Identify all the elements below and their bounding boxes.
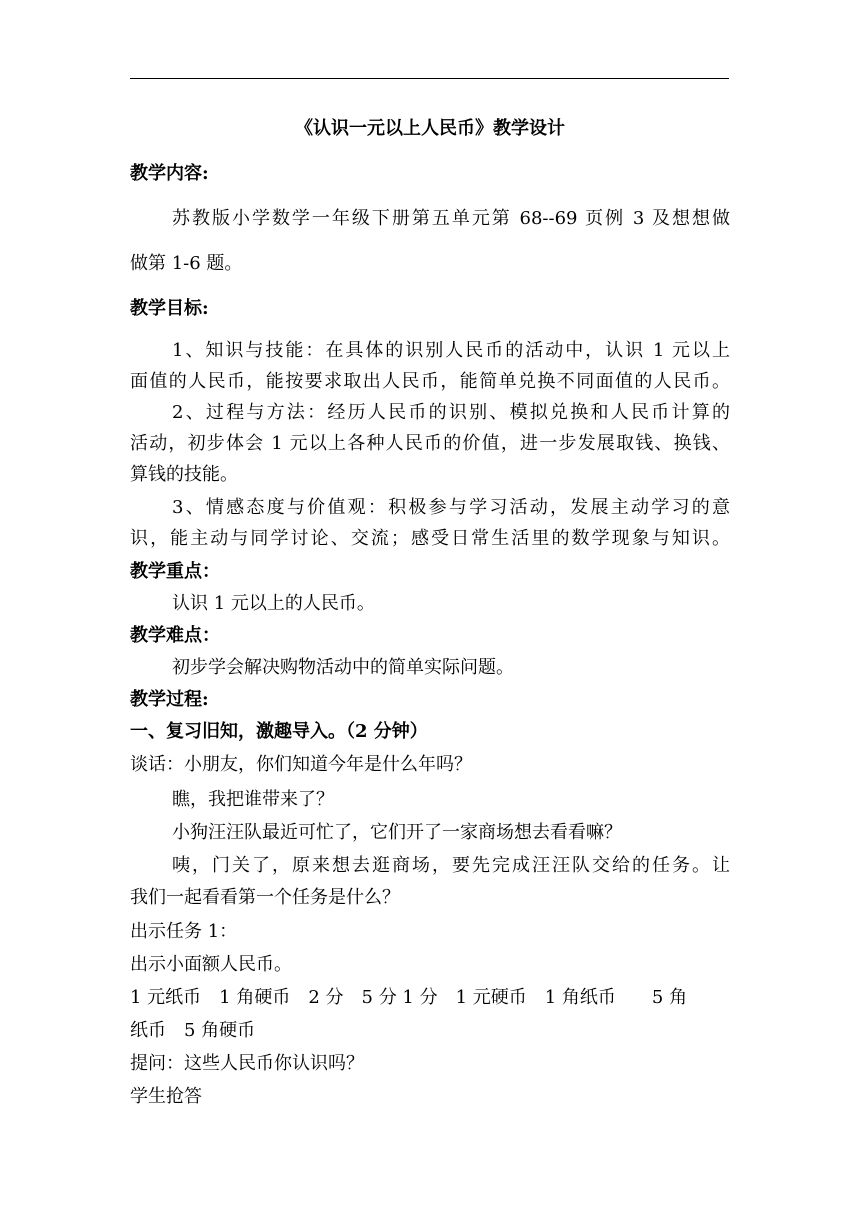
process-line: 出示小面额人民币。 [130, 954, 292, 975]
process-heading: 教学过程: [130, 689, 209, 710]
header-rule [130, 78, 729, 79]
objective-line: 活动，初步体会 1 元以上各种人民币的价值，进一步发展取钱、换钱、 [130, 433, 730, 454]
process-line: 提问：这些人民币你认识吗？ [130, 1053, 364, 1074]
process-line: 小狗汪汪队最近可忙了，它们开了一家商场想去看看嘛？ [172, 822, 622, 843]
process-line: 出示任务 1： [130, 921, 238, 942]
money-list-line: 1 元纸币 1 角硬币 2 分 5 分 1 分 1 元硬币 1 角纸币 5 角 [130, 987, 688, 1008]
key-point-heading: 教学重点： [130, 561, 220, 582]
process-line: 学生抢答 [130, 1086, 202, 1107]
difficulty-text: 初步学会解决购物活动中的简单实际问题。 [172, 657, 514, 678]
money-list-line: 纸币 5 角硬币 [130, 1020, 256, 1041]
objective-line: 识，能主动与同学讨论、交流；感受日常生活里的数学现象与知识。 [130, 528, 730, 549]
content-line: 做第 1-6 题。 [130, 253, 243, 274]
document-title: 《认识一元以上人民币》教学设计 [295, 118, 565, 139]
objective-line: 2、过程与方法：经历人民币的识别、模拟兑换和人民币计算的 [172, 402, 730, 423]
objectives-heading: 教学目标: [130, 298, 209, 319]
objective-line: 面值的人民币，能按要求取出人民币，能简单兑换不同面值的人民币。 [130, 371, 730, 392]
key-point-text: 认识 1 元以上的人民币。 [172, 593, 375, 614]
content-heading: 教学内容: [130, 163, 209, 184]
content-line: 苏教版小学数学一年级下册第五单元第 68--69 页例 3 及想想做 [172, 208, 730, 229]
section-heading: 一、复习旧知，激趣导入。（2 分钟） [130, 721, 428, 742]
objective-line: 1、知识与技能：在具体的识别人民币的活动中，认识 1 元以上 [172, 340, 730, 361]
objective-line: 3、情感态度与价值观：积极参与学习活动，发展主动学习的意 [172, 497, 730, 518]
difficulty-heading: 教学难点： [130, 625, 220, 646]
objective-line: 算钱的技能。 [130, 464, 238, 485]
process-line: 我们一起看看第一个任务是什么？ [130, 887, 400, 908]
process-line: 谈话：小朋友，你们知道今年是什么年吗？ [130, 754, 472, 775]
process-line: 咦，门关了，原来想去逛商场，要先完成汪汪队交给的任务。让 [172, 855, 730, 876]
process-line: 瞧，我把谁带来了？ [172, 789, 334, 810]
